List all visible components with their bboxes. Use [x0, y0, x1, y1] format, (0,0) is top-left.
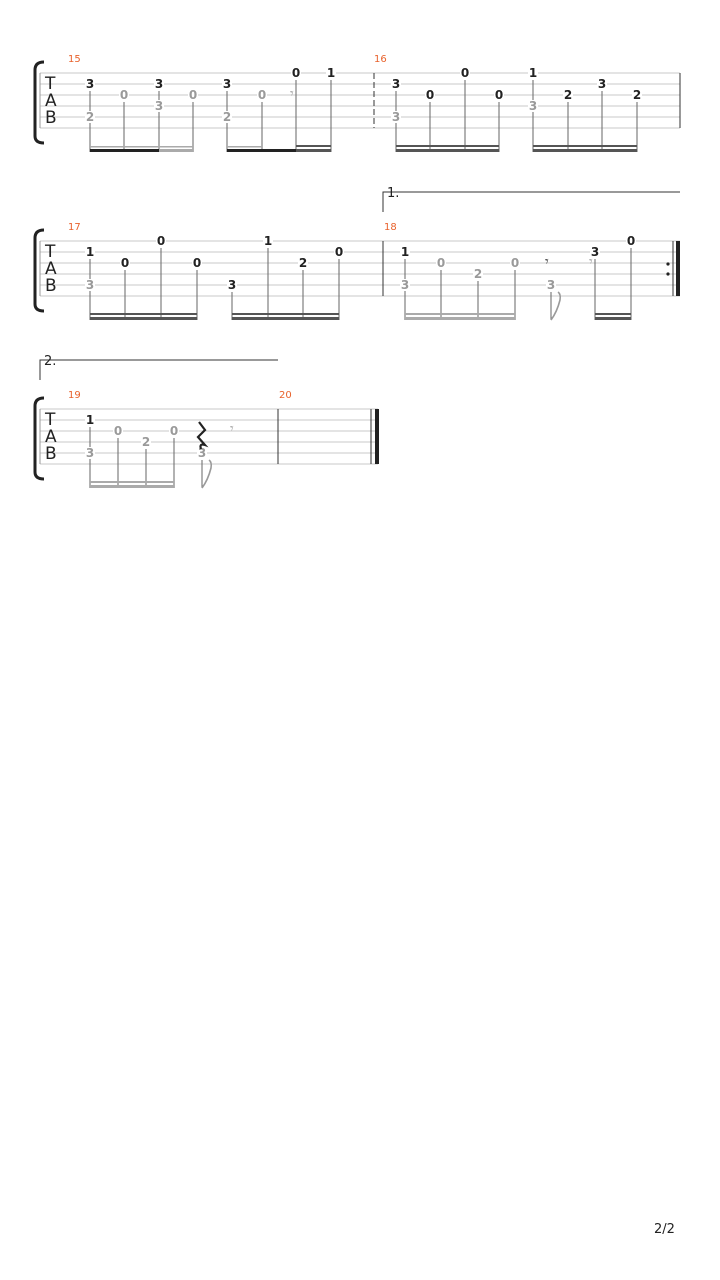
tab-clef-t: T [45, 74, 56, 94]
quarter-rest-icon [198, 422, 205, 449]
staff-lines [40, 73, 680, 128]
system-1 [35, 54, 680, 152]
fret-number: 0 [257, 88, 267, 102]
fret-number: 3 [391, 77, 401, 91]
volta-label-1: 1. [387, 186, 400, 201]
repeat-end-barline [676, 241, 680, 296]
fret-number: 0 [436, 256, 446, 270]
fret-number: 2 [141, 435, 151, 449]
fret-number: 0 [494, 88, 504, 102]
fret-number: 0 [156, 234, 166, 248]
tab-clef-b: B [45, 276, 57, 296]
fret-number: 2 [473, 267, 483, 281]
eighth-rest-icon: 𝄾 [545, 254, 549, 270]
system-3 [35, 354, 379, 488]
fret-number: 2 [222, 110, 232, 124]
fret-number: 1 [528, 66, 538, 80]
fret-number: 3 [227, 278, 237, 292]
page-number: 2/2 [654, 1222, 675, 1237]
fret-number: 3 [590, 245, 600, 259]
fret-number: 2 [632, 88, 642, 102]
staff-lines [40, 241, 680, 296]
fret-number: 3 [528, 99, 538, 113]
fret-number: 2 [563, 88, 573, 102]
fret-number: 2 [298, 256, 308, 270]
fret-number: 2 [85, 110, 95, 124]
fret-number: 0 [119, 88, 129, 102]
fret-number: 0 [192, 256, 202, 270]
fret-number: 1 [263, 234, 273, 248]
bar-number-17: 17 [68, 222, 81, 233]
final-barline [375, 409, 379, 464]
fret-number: 0 [460, 66, 470, 80]
bar-number-19: 19 [68, 390, 81, 401]
tab-clef-t: T [45, 242, 56, 262]
volta-bracket-2 [40, 360, 278, 380]
fret-number: 1 [326, 66, 336, 80]
bar-number-18: 18 [384, 222, 397, 233]
tab-clef-a: A [45, 91, 57, 111]
beams [90, 145, 637, 152]
tab-clef-b: B [45, 108, 57, 128]
repeat-dot [666, 272, 669, 275]
fret-number: 3 [222, 77, 232, 91]
fret-number: 3 [546, 278, 556, 292]
fret-number: 3 [154, 77, 164, 91]
fret-number: 3 [154, 99, 164, 113]
fret-number: 3 [197, 446, 207, 460]
bar-number-20: 20 [279, 390, 292, 401]
fret-number: 3 [85, 278, 95, 292]
volta-bracket-1 [383, 192, 680, 212]
fret-number: 0 [120, 256, 130, 270]
fret-number: 3 [85, 77, 95, 91]
fret-number: 0 [169, 424, 179, 438]
beams [90, 313, 631, 320]
repeat-dot [666, 262, 669, 265]
tab-clef-b: B [45, 444, 57, 464]
fret-number: 3 [391, 110, 401, 124]
fret-number: 0 [626, 234, 636, 248]
eighth-rest-icon: 𝄾 [589, 254, 593, 270]
beams [90, 481, 174, 488]
fret-number: 0 [188, 88, 198, 102]
fret-number: 0 [291, 66, 301, 80]
system-2 [35, 186, 680, 320]
fret-number: 1 [85, 413, 95, 427]
eighth-rest-icon: 𝄾 [230, 421, 234, 437]
fret-number: 0 [425, 88, 435, 102]
volta-label-2: 2. [44, 354, 57, 369]
fret-number: 0 [334, 245, 344, 259]
fret-number: 3 [400, 278, 410, 292]
eighth-rest-icon: 𝄾 [290, 86, 294, 102]
fret-number: 1 [400, 245, 410, 259]
fret-number: 3 [597, 77, 607, 91]
bar-number-15: 15 [68, 54, 81, 65]
tab-clef-a: A [45, 427, 57, 447]
tab-clef-t: T [45, 410, 56, 430]
fret-number: 0 [113, 424, 123, 438]
fret-number: 1 [85, 245, 95, 259]
fret-number: 3 [85, 446, 95, 460]
fret-number: 0 [510, 256, 520, 270]
bar-number-16: 16 [374, 54, 387, 65]
tab-clef-a: A [45, 259, 57, 279]
